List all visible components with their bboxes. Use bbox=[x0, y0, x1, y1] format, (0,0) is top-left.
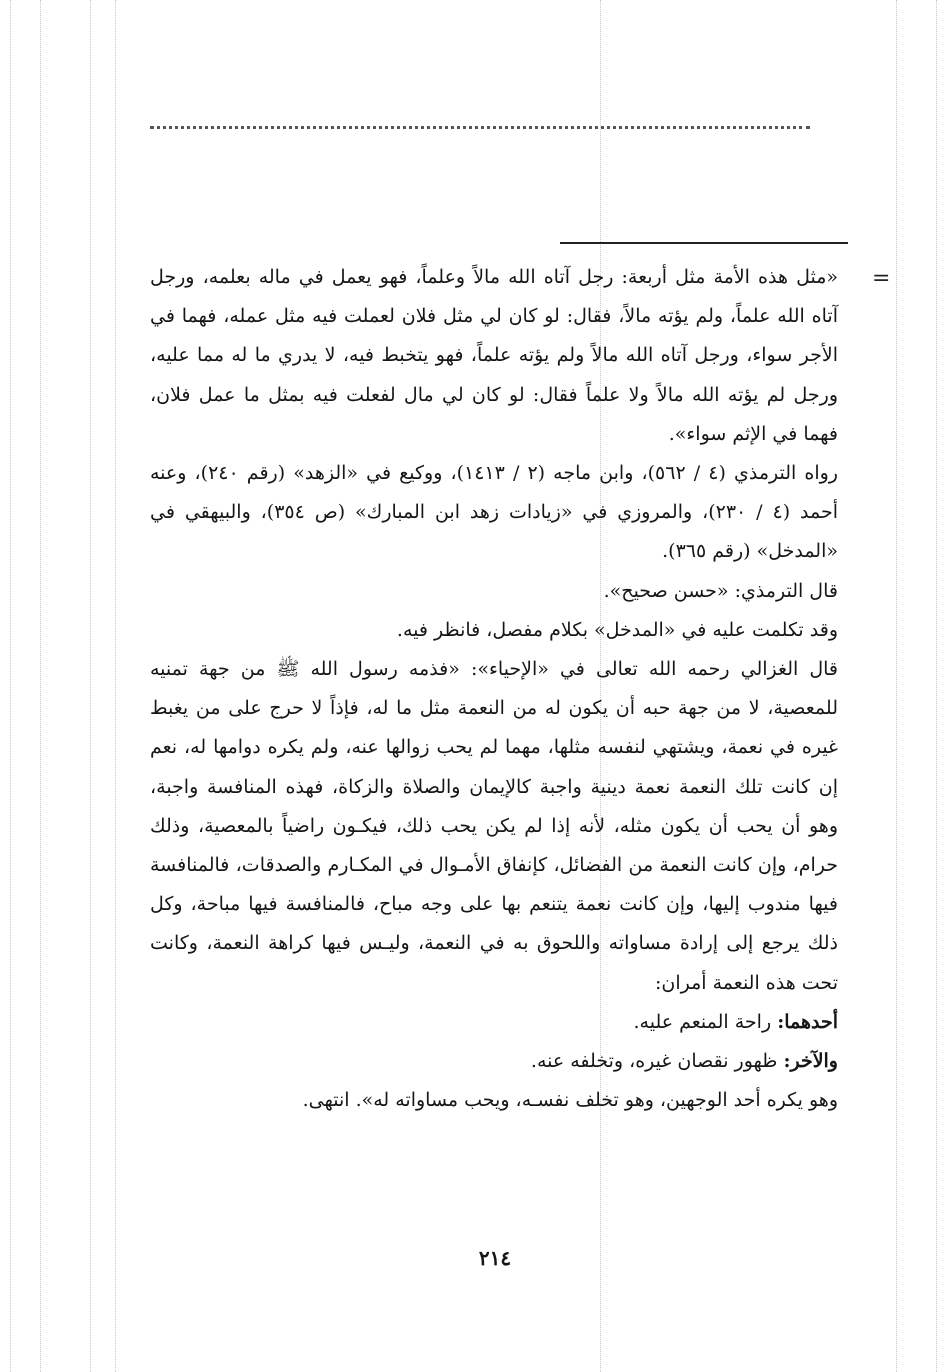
takhrij-paragraph: رواه الترمذي (٤ / ٥٦٢)، وابن ماجه (٢ / ١٤١٣)، ووكيع في «الزهد» (رقم ٢٤٠)، وعنه أحمد (٤ / ٢٣٠)، والمروزي في «زيادات زهد ابن المبارك» (ص ٣٥٤)، والبيهقي في «المدخل» (رقم ٣٦٥). bbox=[150, 462, 838, 563]
scan-artifact-line bbox=[896, 0, 897, 1372]
hadith-quote: «مثل هذه الأمة مثل أربعة: رجل آتاه الله مالاً وعلماً، فهو يعمل في ماله بعلمه، ورجل آتاه الله علماً، ولم يؤته مالاً، فقال: لو كان لي مثل فلان لعملت فيه مثل عمله، فهما في الأجر سواء، ورجل آتاه الله مالاً ولم يؤته علماً، فهو يتخبط فيه، لا يدري ما له مما عليه، ورجل لم يؤته الله مالاً ولا علماً فقال: لو كان لي مال لفعلت فيه بمثل ما عمل فلان، فهما في الإثم سواء». bbox=[150, 266, 838, 445]
author-note: وقد تكلمت عليه في «المدخل» بكلام مفصل، فانظر فيه. bbox=[396, 618, 838, 641]
scan-artifact-line bbox=[115, 0, 116, 1372]
page-number: ٢١٤ bbox=[478, 1246, 512, 1270]
first-point-label: أحدهما: bbox=[777, 1010, 838, 1033]
footnote-separator-rule bbox=[560, 242, 848, 244]
dotted-ornament-line bbox=[150, 126, 810, 129]
second-point-text: ظهور نقصان غيره، وتخلفه عنه. bbox=[530, 1050, 778, 1073]
first-point-text: راحة المنعم عليه. bbox=[633, 1010, 772, 1033]
scan-artifact-line bbox=[90, 0, 91, 1372]
first-point bbox=[150, 1003, 838, 1042]
second-point-label: والآخر: bbox=[783, 1050, 838, 1073]
scan-artifact-line bbox=[936, 0, 937, 1372]
scan-artifact-line bbox=[40, 0, 41, 1372]
footnote-text bbox=[150, 258, 838, 1120]
second-point bbox=[150, 1042, 838, 1081]
closing-line: وهو يكره أحد الوجهين، وهو تخلف نفسـه، ويحب مساواته له». انتهى. bbox=[302, 1089, 838, 1112]
continuation-mark: = bbox=[872, 266, 891, 291]
tirmidhi-grade: قال الترمذي: «حسن صحيح». bbox=[603, 579, 838, 602]
ghazali-quote: قال الغزالي رحمه الله تعالى في «الإحياء»: «فذمه رسول الله ﷺ من جهة تمنيه للمعصية، لا من جهة حبه أن يكون له من النعمة مثل ما له، فإذاً لا حرج على من يغبط غيره في نعمة، ويشتهي لنفسه مثلها، مهما لم يحب زوالها عنه، ولم يكره دوامها له، نعم إن كانت تلك النعمة نعمة دينية واجبة كالإيمان والصلاة والزكاة، فهذه المنافسة واجبة، وهو أن يحب أن يكون مثله، لأنه إذا لم يكن يحب ذلك، فيكـون راضياً بالمعصية، وذلك حرام، وإن كانت النعمة من الفضائل، كإنفاق الأمـوال في المكـارم والصدقات، فالمنافسة فيها مندوب إليها، وإن كانت نعمة يتنعم بها على وجه مباح، فالمنافسة فيها مباحة، وكل ذلك يرجع إلى إرادة مساواته واللحوق به في النعمة، وليـس فيها كراهة النعمة، وكانت تحت هذه النعمة أمران: bbox=[150, 658, 838, 994]
scan-artifact-line bbox=[10, 0, 11, 1372]
